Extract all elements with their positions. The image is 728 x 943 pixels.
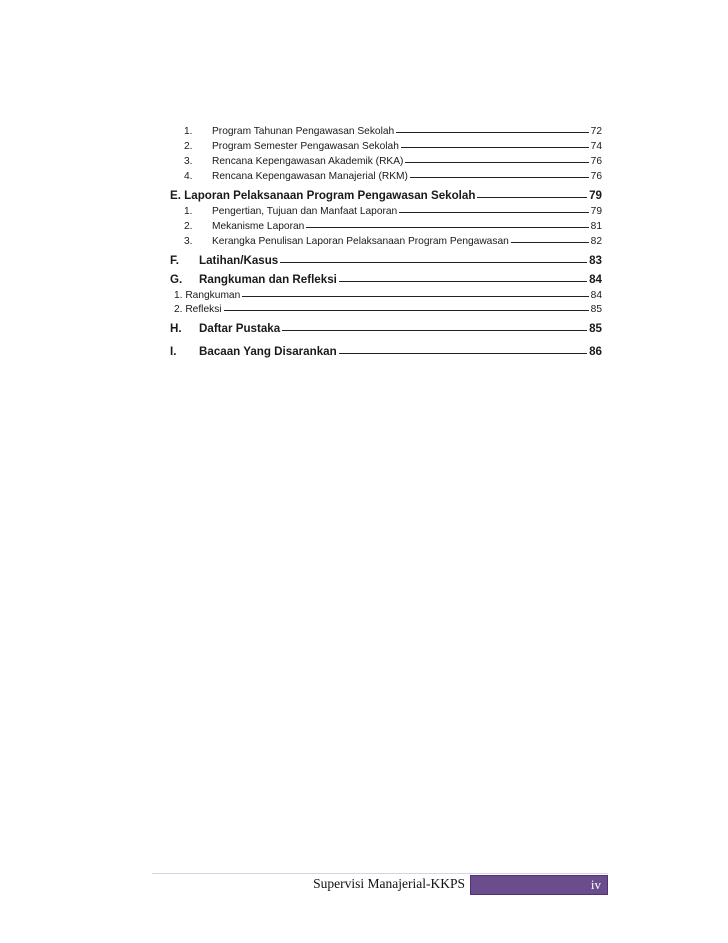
toc-entry-rkm[interactable] bbox=[170, 171, 602, 182]
toc-entry-page: 76 bbox=[590, 156, 602, 167]
toc-section-label: Daftar Pustaka bbox=[199, 322, 281, 335]
toc-entry-page: 81 bbox=[590, 221, 602, 232]
toc-entry-page: 85 bbox=[590, 304, 602, 315]
leader-line bbox=[282, 330, 587, 331]
leader-line bbox=[280, 262, 587, 263]
toc-entry-number: 1. bbox=[184, 206, 193, 217]
toc-section-i[interactable] bbox=[170, 345, 602, 358]
toc-section-number: G. bbox=[170, 273, 183, 286]
toc-entry-label: Kerangka Penulisan Laporan Pelaksanaan Program Pengawasan bbox=[212, 236, 509, 247]
toc-section-number: I. bbox=[170, 345, 177, 358]
leader-line bbox=[306, 227, 588, 228]
toc-section-page: 85 bbox=[589, 322, 602, 335]
toc-section-number: H. bbox=[170, 322, 182, 335]
toc-section-label: E. Laporan Pelaksanaan Program Pengawasan Sekolah bbox=[170, 189, 476, 202]
toc-entry-page: 76 bbox=[590, 171, 602, 182]
leader-line bbox=[339, 353, 587, 354]
toc-section-number: F. bbox=[170, 254, 180, 267]
leader-line bbox=[401, 147, 589, 148]
leader-line bbox=[224, 310, 589, 311]
toc-section-g[interactable] bbox=[170, 273, 602, 286]
toc-section-label: Rangkuman dan Refleksi bbox=[199, 273, 337, 286]
toc-entry-rangkuman[interactable] bbox=[170, 290, 602, 301]
toc-entry-pengertian[interactable] bbox=[170, 206, 602, 217]
toc-entry-page: 79 bbox=[590, 206, 602, 217]
toc-entry-kerangka[interactable] bbox=[170, 236, 602, 247]
leader-line bbox=[477, 197, 587, 198]
toc-section-label: Bacaan Yang Disarankan bbox=[199, 345, 337, 358]
leader-line bbox=[511, 242, 589, 243]
toc-section-h[interactable] bbox=[170, 322, 602, 335]
toc-entry-page: 82 bbox=[590, 236, 602, 247]
toc-entry-rka[interactable] bbox=[170, 156, 602, 167]
toc-entry-number: 2. bbox=[184, 221, 193, 232]
toc-entry-label: 2. Refleksi bbox=[174, 304, 222, 315]
toc-section-page: 79 bbox=[589, 189, 602, 202]
toc-section-page: 84 bbox=[589, 273, 602, 286]
toc-entry-page: 72 bbox=[590, 126, 602, 137]
toc-entry-page: 84 bbox=[590, 290, 602, 301]
toc-entry-number: 1. bbox=[184, 126, 193, 137]
toc-entry-label: Program Tahunan Pengawasan Sekolah bbox=[212, 126, 395, 137]
leader-line bbox=[339, 281, 587, 282]
toc-entry-program-tahunan[interactable] bbox=[170, 126, 602, 137]
toc-entry-label: 1. Rangkuman bbox=[174, 290, 241, 301]
toc-entry-number: 4. bbox=[184, 171, 193, 182]
toc-entry-refleksi[interactable] bbox=[170, 304, 602, 315]
leader-line bbox=[399, 212, 588, 213]
toc-section-page: 86 bbox=[589, 345, 602, 358]
toc-entry-program-semester[interactable] bbox=[170, 141, 602, 152]
toc-entry-label: Rencana Kepengawasan Manajerial (RKM) bbox=[212, 171, 408, 182]
footer-page-number: iv bbox=[470, 875, 608, 895]
toc-entry-label: Mekanisme Laporan bbox=[212, 221, 305, 232]
leader-line bbox=[396, 132, 588, 133]
toc-section-e[interactable] bbox=[170, 189, 602, 202]
toc-entry-number: 3. bbox=[184, 236, 193, 247]
toc-section-label: Latihan/Kasus bbox=[199, 254, 279, 267]
footer-title: Supervisi Manajerial-KKPS bbox=[313, 876, 465, 891]
toc-entry-number: 3. bbox=[184, 156, 193, 167]
toc-entry-page: 74 bbox=[590, 141, 602, 152]
toc-section-page: 83 bbox=[589, 254, 602, 267]
leader-line bbox=[410, 177, 589, 178]
toc-section-f[interactable] bbox=[170, 254, 602, 267]
toc-entry-label: Program Semester Pengawasan Sekolah bbox=[212, 141, 399, 152]
leader-line bbox=[242, 296, 588, 297]
leader-line bbox=[405, 162, 588, 163]
toc-entry-label: Pengertian, Tujuan dan Manfaat Laporan bbox=[212, 206, 398, 217]
toc-entry-number: 2. bbox=[184, 141, 193, 152]
toc-entry-label: Rencana Kepengawasan Akademik (RKA) bbox=[212, 156, 404, 167]
toc-entry-mekanisme[interactable] bbox=[170, 221, 602, 232]
